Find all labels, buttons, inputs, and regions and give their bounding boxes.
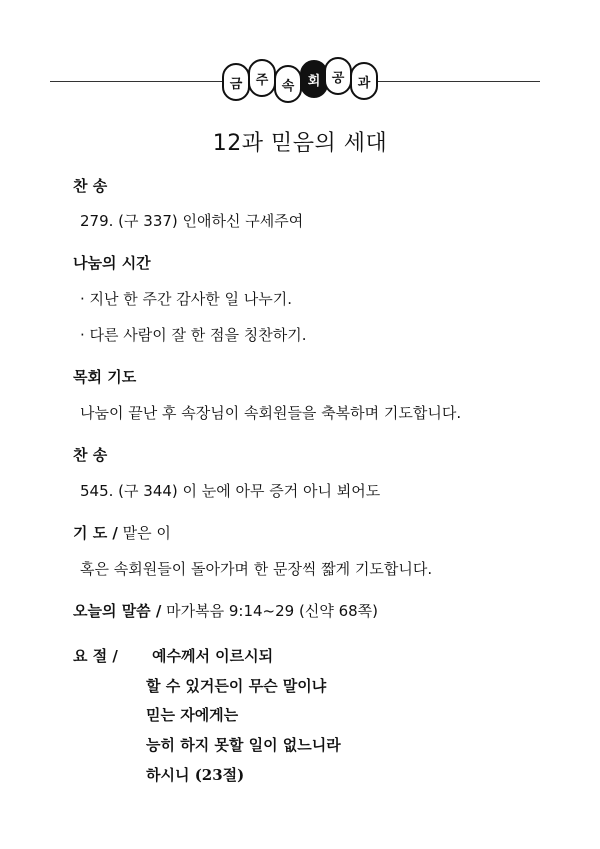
scripture-heading-label: 오늘의 말씀 / [73, 602, 162, 620]
hymn1-heading: 찬 송 [73, 177, 108, 195]
pastoral-prayer-text: 나눔이 끝난 후 속장님이 속회원들을 축복하며 기도합니다. [80, 404, 462, 422]
key-verse-line-1: 예수께서 이르시되 [152, 647, 274, 665]
scripture-reference: 마가복음 9:14~29 (신약 68쪽) [161, 602, 379, 620]
pill-2: 주 [248, 59, 276, 97]
pill-3: 속 [274, 65, 302, 103]
key-verse-line-4: 능히 하지 못할 일이 없느니라 [146, 736, 341, 754]
key-verse-heading: 요 절 / [73, 647, 118, 665]
prayer-heading-sub: 맡은 이 [117, 524, 171, 542]
hymn1-text: 279. (구 337) 인애하신 구세주여 [80, 212, 304, 230]
pill-4: 회 [300, 60, 328, 98]
pill-5: 공 [324, 57, 352, 95]
hymn2-text: 545. (구 344) 이 눈에 아무 증거 아니 뵈어도 [80, 482, 381, 500]
banner-pills [220, 57, 380, 103]
page-title: 12과 믿음의 세대 [212, 131, 388, 156]
prayer-text: 혹은 속회원들이 돌아가며 한 문장씩 짧게 기도합니다. [80, 560, 433, 578]
pill-1: 금 [222, 63, 250, 101]
header-banner [50, 55, 540, 105]
sharing-heading: 나눔의 시간 [73, 254, 151, 272]
scripture-heading [73, 600, 378, 621]
prayer-heading [73, 522, 171, 543]
pastoral-prayer-heading: 목회 기도 [73, 368, 137, 386]
sharing-item-2: · 다른 사람이 잘 한 점을 칭찬하기. [80, 326, 307, 344]
pill-6: 과 [350, 62, 378, 100]
key-verse-line-5: 하시니 (23절) [146, 766, 245, 784]
sharing-item-1: · 지난 한 주간 감사한 일 나누기. [80, 290, 293, 308]
hymn2-heading: 찬 송 [73, 446, 108, 464]
key-verse-line-3: 믿는 자에게는 [146, 706, 239, 724]
key-verse-line-2: 할 수 있거든이 무슨 말이냐 [146, 677, 327, 695]
prayer-heading-label: 기 도 / [73, 524, 118, 542]
